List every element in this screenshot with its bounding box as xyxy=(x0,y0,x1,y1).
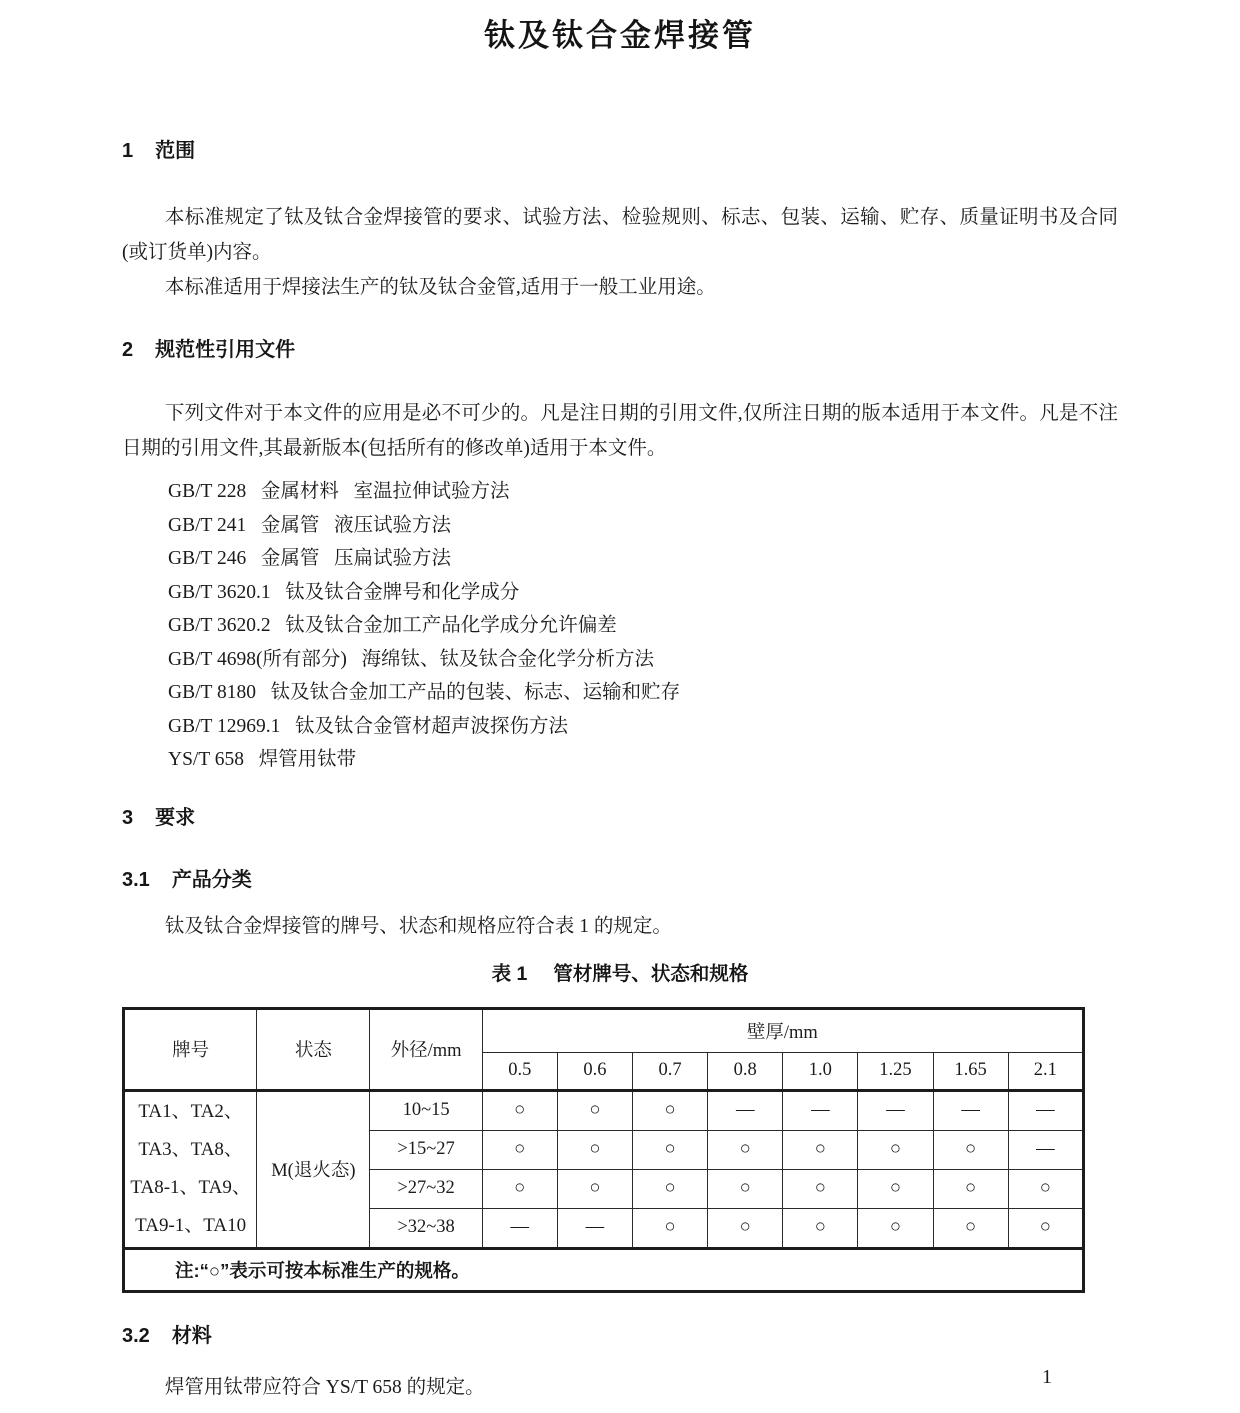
page-number: 1 xyxy=(1042,1366,1052,1388)
wall-thickness-value: 0.6 xyxy=(557,1052,632,1090)
spec-mark-cell: ○ xyxy=(783,1169,858,1208)
spec-mark-cell: — xyxy=(482,1208,557,1248)
grade-line: TA9-1、TA10 xyxy=(135,1215,247,1236)
spec-mark-cell: ○ xyxy=(1008,1208,1083,1248)
spec-mark-cell: ○ xyxy=(858,1169,933,1208)
wall-thickness-value: 1.25 xyxy=(858,1052,933,1090)
table-1-caption xyxy=(122,960,1118,988)
table-note: 注:“○”表示可按本标准生产的规格。 xyxy=(124,1248,1084,1291)
classification-paragraph: 钛及钛合金焊接管的牌号、状态和规格应符合表 1 的规定。 xyxy=(164,915,672,937)
wall-thickness-value: 0.8 xyxy=(708,1052,783,1090)
table-note-row xyxy=(124,1248,1084,1291)
od-range-cell: >32~38 xyxy=(370,1208,482,1248)
reference-item: GB/T 241 金属管 液压试验方法 xyxy=(168,514,451,536)
spec-mark-cell: — xyxy=(1008,1090,1083,1130)
spec-mark-cell: ○ xyxy=(858,1208,933,1248)
section-3-1-number: 3.1 xyxy=(122,868,150,891)
section-3-2-title: 材料 xyxy=(171,1324,212,1347)
table-1-caption-text: 管材牌号、状态和规格 xyxy=(553,962,749,985)
table-row xyxy=(124,1090,1084,1130)
reference-item: GB/T 246 金属管 压扁试验方法 xyxy=(168,548,451,569)
col-header-outer-diameter: 外径/mm xyxy=(370,1008,482,1090)
section-3-number: 3 xyxy=(122,806,134,829)
col-header-grade: 牌号 xyxy=(124,1008,257,1090)
spec-mark-cell: ○ xyxy=(1008,1169,1083,1208)
state-cell: M(退火态) xyxy=(257,1090,370,1248)
reference-item: GB/T 3620.1 钛及钛合金牌号和化学成分 xyxy=(168,581,520,603)
reference-item: GB/T 8180 钛及钛合金加工产品的包装、标志、运输和贮存 xyxy=(168,682,681,703)
document-title: 钛及钛合金焊接管 xyxy=(484,18,756,53)
spec-mark-cell: ○ xyxy=(783,1208,858,1248)
wall-thickness-value: 0.5 xyxy=(482,1052,557,1090)
od-range-cell: >27~32 xyxy=(370,1169,482,1208)
reference-item: GB/T 3620.2 钛及钛合金加工产品化学成分允许偏差 xyxy=(168,615,617,636)
section-2-heading xyxy=(122,337,1118,363)
spec-mark-cell: ○ xyxy=(482,1090,557,1130)
section-1-number: 1 xyxy=(122,140,134,162)
spec-mark-cell: ○ xyxy=(708,1169,783,1208)
grade-cell xyxy=(124,1090,257,1248)
grade-line: TA8-1、TA9、 xyxy=(130,1177,251,1198)
spec-mark-cell: — xyxy=(858,1090,933,1130)
wall-thickness-value: 1.0 xyxy=(783,1052,858,1090)
reference-item: GB/T 12969.1 钛及钛合金管材超声波探伤方法 xyxy=(168,715,568,737)
section-2-title: 规范性引用文件 xyxy=(155,339,296,361)
material-paragraph: 焊管用钛带应符合 YS/T 658 的规定。 xyxy=(164,1376,485,1398)
section-3-heading xyxy=(122,805,1118,831)
refs-intro-paragraph: 下列文件对于本文件的应用是必不可少的。凡是注日期的引用文件,仅所注日期的版本适用于本文件。凡是不注日期的引用文件,其最新版本(包括所有的修改单)适用于本文件。 xyxy=(122,403,1118,459)
col-header-wall-thickness: 壁厚/mm xyxy=(482,1008,1083,1052)
spec-mark-cell: — xyxy=(708,1090,783,1130)
od-range-cell: >15~27 xyxy=(370,1130,482,1169)
section-3-2-heading xyxy=(122,1323,1118,1349)
reference-list xyxy=(122,475,1118,777)
spec-mark-cell: ○ xyxy=(482,1169,557,1208)
spec-mark-cell: ○ xyxy=(933,1208,1008,1248)
reference-item: YS/T 658 焊管用钛带 xyxy=(168,749,357,770)
section-3-1-heading xyxy=(122,867,1118,893)
reference-item: GB/T 228 金属材料 室温拉伸试验方法 xyxy=(168,481,510,502)
spec-mark-cell: ○ xyxy=(632,1208,707,1248)
section-3-2-number: 3.2 xyxy=(122,1324,150,1347)
spec-mark-cell: ○ xyxy=(708,1130,783,1169)
spec-mark-cell: ○ xyxy=(632,1169,707,1208)
section-1-heading xyxy=(122,138,1118,164)
section-3-title: 要求 xyxy=(155,806,196,829)
spec-mark-cell: ○ xyxy=(632,1090,707,1130)
col-header-state: 状态 xyxy=(257,1008,370,1090)
scope-paragraph-1: 本标准规定了钛及钛合金焊接管的要求、试验方法、检验规则、标志、包装、运输、贮存、质量证明书及合同(或订货单)内容。 xyxy=(122,207,1118,263)
spec-mark-cell: ○ xyxy=(632,1130,707,1169)
spec-mark-cell: — xyxy=(933,1090,1008,1130)
reference-item: GB/T 4698(所有部分) 海绵钛、钛及钛合金化学分析方法 xyxy=(168,648,655,670)
spec-mark-cell: ○ xyxy=(557,1130,632,1169)
spec-mark-cell: — xyxy=(783,1090,858,1130)
spec-mark-cell: ○ xyxy=(783,1130,858,1169)
spec-mark-cell: — xyxy=(1008,1130,1083,1169)
spec-mark-cell: ○ xyxy=(557,1090,632,1130)
grade-line: TA1、TA2、 xyxy=(138,1101,243,1122)
spec-mark-cell: ○ xyxy=(933,1169,1008,1208)
table-1 xyxy=(122,1007,1085,1293)
wall-thickness-value: 0.7 xyxy=(632,1052,707,1090)
section-2-number: 2 xyxy=(122,339,134,361)
scope-paragraph-2: 本标准适用于焊接法生产的钛及钛合金管,适用于一般工业用途。 xyxy=(164,277,716,298)
od-range-cell: 10~15 xyxy=(370,1090,482,1130)
spec-mark-cell: ○ xyxy=(858,1130,933,1169)
wall-thickness-value: 2.1 xyxy=(1008,1052,1083,1090)
section-1-title: 范围 xyxy=(155,140,196,162)
table-1-caption-number: 表 1 xyxy=(491,962,528,985)
spec-mark-cell: — xyxy=(557,1208,632,1248)
grade-line: TA3、TA8、 xyxy=(138,1139,243,1160)
spec-mark-cell: ○ xyxy=(557,1169,632,1208)
spec-mark-cell: ○ xyxy=(933,1130,1008,1169)
wall-thickness-value: 1.65 xyxy=(933,1052,1008,1090)
spec-mark-cell: ○ xyxy=(708,1208,783,1248)
spec-mark-cell: ○ xyxy=(482,1130,557,1169)
section-3-1-title: 产品分类 xyxy=(171,868,252,891)
